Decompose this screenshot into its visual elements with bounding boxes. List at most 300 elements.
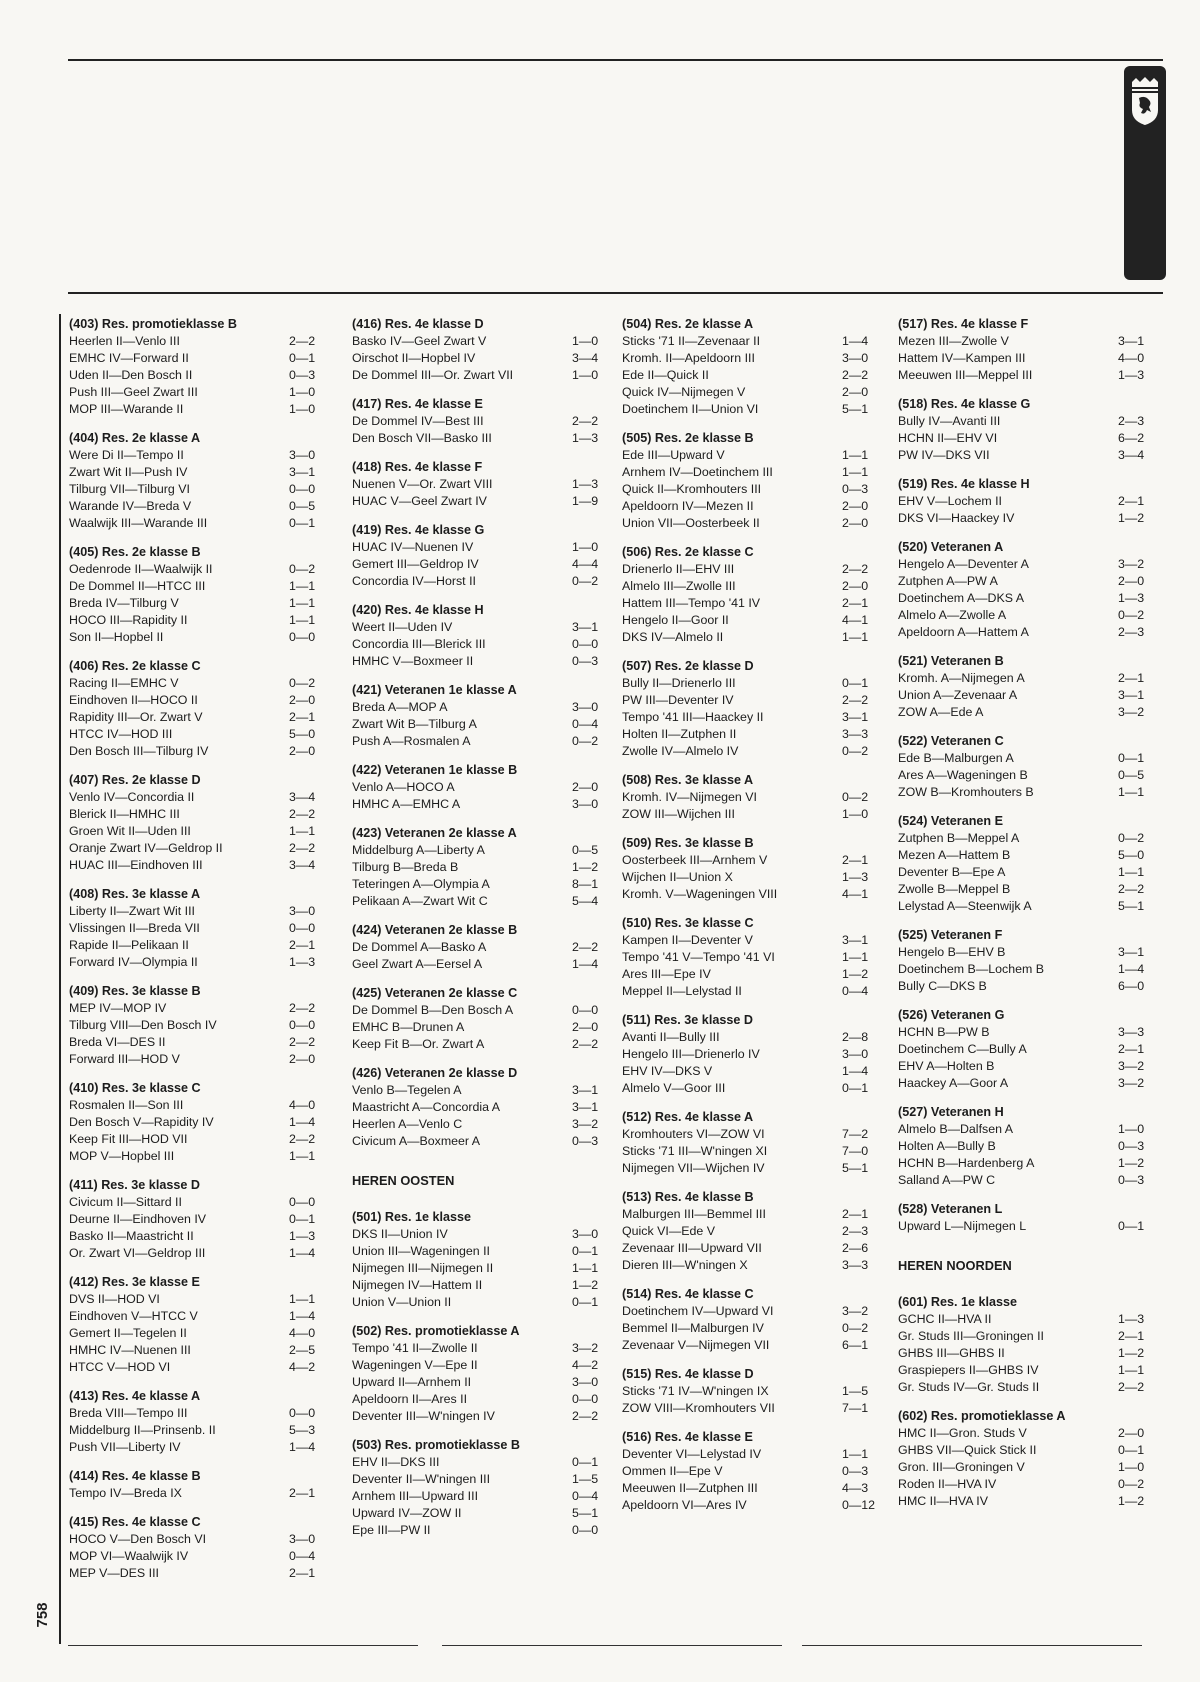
match-row [69, 1422, 323, 1439]
match-teams: Den Bosch III—Tilburg IV [69, 744, 209, 758]
league-section [352, 682, 606, 750]
match-row [69, 498, 323, 515]
match-score: 3—0 [572, 797, 599, 811]
league-section [69, 1468, 323, 1502]
match-teams: Quick VI—Ede V [622, 1224, 715, 1238]
match-teams: EMHC IV—Forward II [69, 351, 189, 365]
league-section [69, 1177, 323, 1262]
match-teams: Doetinchem A—DKS A [898, 591, 1025, 605]
match-score: 0—2 [842, 790, 869, 804]
match-teams: Lelystad A—Steenwijk A [898, 899, 1032, 913]
match-teams: Holten II—Zutphen II [622, 727, 737, 741]
league-section [898, 733, 1152, 801]
match-teams: Ede II—Quick II [622, 368, 709, 382]
match-teams: Oosterbeek III—Arnhem V [622, 853, 768, 867]
match-teams: Oirschot II—Hopbel IV [352, 351, 476, 365]
match-row [69, 789, 323, 806]
match-teams: Doetinchem B—Lochem B [898, 962, 1045, 976]
match-score: 1—0 [1118, 1122, 1145, 1136]
match-teams: Or. Zwart VI—Geldrop III [69, 1246, 206, 1260]
match-teams: Racing II—EMHC V [69, 676, 179, 690]
league-title: (516) Res. 4e klasse E [622, 1430, 753, 1444]
match-row [352, 350, 606, 367]
league-section [622, 1189, 876, 1274]
match-teams: HCHN B—PW B [898, 1025, 990, 1039]
match-score: 1—4 [572, 957, 599, 971]
match-row [898, 447, 1152, 464]
league-title: (420) Res. 4e klasse H [352, 603, 484, 617]
match-score: 0—0 [289, 921, 316, 935]
league-title: (407) Res. 2e klasse D [69, 773, 201, 787]
league-section [69, 544, 323, 646]
match-teams: PW IV—DKS VII [898, 448, 990, 462]
match-score: 3—0 [289, 448, 316, 462]
match-score: 1—2 [1118, 1346, 1145, 1360]
emblem-tab [1124, 66, 1166, 280]
match-row [69, 629, 323, 646]
match-score: 3—0 [572, 1375, 599, 1389]
match-row [69, 1359, 323, 1376]
match-row [898, 1121, 1152, 1138]
match-row [352, 1454, 606, 1471]
bottom-rule [68, 1645, 418, 1646]
match-score: 7—1 [842, 1401, 869, 1415]
match-score: 0—3 [572, 1134, 599, 1148]
match-score: 3—0 [572, 1227, 599, 1241]
match-row [898, 1041, 1152, 1058]
match-score: 7—2 [842, 1127, 869, 1141]
league-title: (422) Veteranen 1e klasse B [352, 763, 518, 777]
match-teams: Hattem III—Tempo '41 IV [622, 596, 761, 610]
league-section [898, 316, 1152, 384]
page-number: 758 [34, 1602, 51, 1628]
match-score: 4—0 [289, 1326, 316, 1340]
match-row [622, 367, 876, 384]
match-score: 4—1 [842, 613, 869, 627]
match-row [69, 333, 323, 350]
match-row [622, 1337, 876, 1354]
match-score: 6—2 [1118, 431, 1145, 445]
match-teams: Malburgen III—Bemmel III [622, 1207, 766, 1221]
match-score: 0—2 [289, 676, 316, 690]
match-teams: ZOW B—Kromhouters B [898, 785, 1034, 799]
match-teams: Groen Wit II—Uden III [69, 824, 191, 838]
match-score: 4—4 [572, 557, 599, 571]
match-row [352, 939, 606, 956]
match-row [622, 1400, 876, 1417]
match-row [898, 830, 1152, 847]
match-score: 4—0 [289, 1098, 316, 1112]
match-row [898, 1075, 1152, 1092]
match-score: 1—2 [572, 860, 599, 874]
match-row [69, 1114, 323, 1131]
match-score: 1—2 [1118, 1494, 1145, 1508]
match-teams: Ares III—Epe IV [622, 967, 711, 981]
match-score: 1—9 [572, 494, 599, 508]
match-teams: HMC II—Gron. Studs V [898, 1426, 1027, 1440]
match-row [622, 515, 876, 532]
match-row [898, 430, 1152, 447]
match-row [352, 573, 606, 590]
league-section [352, 316, 606, 384]
match-row [69, 561, 323, 578]
match-row [898, 1155, 1152, 1172]
match-teams: HMHC IV—Nuenen III [69, 1343, 191, 1357]
match-teams: ZOW VIII—Kromhouters VII [622, 1401, 775, 1415]
match-teams: Bemmel II—Malburgen IV [622, 1321, 764, 1335]
match-score: 1—1 [1118, 785, 1145, 799]
match-row [69, 401, 323, 418]
match-score: 1—2 [842, 967, 869, 981]
match-row [69, 903, 323, 920]
match-row [622, 595, 876, 612]
match-score: 1—1 [289, 1149, 316, 1163]
match-row [352, 333, 606, 350]
league-section [898, 1007, 1152, 1092]
match-row [622, 1160, 876, 1177]
match-row [69, 1097, 323, 1114]
league-section [622, 544, 876, 646]
league-title: (403) Res. promotieklasse B [69, 317, 237, 331]
match-score: 1—0 [289, 385, 316, 399]
match-row [69, 1194, 323, 1211]
match-score: 5—1 [572, 1506, 599, 1520]
match-teams: Push III—Geel Zwart III [69, 385, 198, 399]
match-score: 1—4 [842, 334, 869, 348]
match-score: 0—3 [1118, 1173, 1145, 1187]
match-row [352, 876, 606, 893]
match-teams: Venlo B—Tegelen A [352, 1083, 462, 1097]
match-row [898, 784, 1152, 801]
match-teams: Deurne II—Eindhoven IV [69, 1212, 207, 1226]
match-score: 7—0 [842, 1144, 869, 1158]
league-title: (601) Res. 1e klasse [898, 1295, 1018, 1309]
league-title: (521) Veteranen B [898, 654, 1004, 668]
match-score: 1—1 [289, 1292, 316, 1306]
region-heading: HEREN NOORDEN [898, 1258, 1012, 1273]
match-teams: Middelburg II—Prinsenb. II [69, 1423, 216, 1437]
league-section [69, 772, 323, 874]
league-title: (525) Veteranen F [898, 928, 1003, 942]
match-score: 6—0 [1118, 979, 1145, 993]
match-score: 2—2 [289, 1001, 316, 1015]
match-row [69, 743, 323, 760]
match-teams: Kromh. IV—Nijmegen VI [622, 790, 757, 804]
match-row [69, 726, 323, 743]
match-row [352, 1226, 606, 1243]
match-row [898, 864, 1152, 881]
league-section [352, 459, 606, 510]
match-score: 2—1 [289, 1486, 316, 1500]
match-teams: Wageningen V—Epe II [352, 1358, 478, 1372]
match-row [69, 1565, 323, 1582]
match-row [622, 1480, 876, 1497]
match-teams: Kromh. V—Wageningen VIII [622, 887, 778, 901]
match-teams: Apeldoorn II—Ares II [352, 1392, 468, 1406]
match-teams: Push A—Rosmalen A [352, 734, 471, 748]
match-teams: Nijmegen IV—Hattem II [352, 1278, 483, 1292]
match-score: 2—2 [1118, 1380, 1145, 1394]
league-section [898, 1104, 1152, 1189]
match-row [69, 823, 323, 840]
match-teams: Tilburg B—Breda B [352, 860, 459, 874]
match-teams: HMC II—HVA IV [898, 1494, 988, 1508]
match-score: 1—1 [289, 596, 316, 610]
match-score: 3—2 [842, 1304, 869, 1318]
match-row [352, 699, 606, 716]
match-row [898, 1493, 1152, 1510]
match-row [69, 806, 323, 823]
match-teams: Nijmegen III—Nijmegen II [352, 1261, 494, 1275]
league-section [898, 1294, 1152, 1396]
league-title: (413) Res. 4e klasse A [69, 1389, 201, 1403]
match-row [898, 510, 1152, 527]
match-row [898, 847, 1152, 864]
league-title: (602) Res. promotieklasse A [898, 1409, 1066, 1423]
match-score: 0—1 [289, 351, 316, 365]
match-teams: Zwart Wit II—Push IV [69, 465, 188, 479]
match-row [622, 384, 876, 401]
league-title: (501) Res. 1e klasse [352, 1210, 472, 1224]
match-teams: Hengelo II—Goor II [622, 613, 729, 627]
match-teams: Keep Fit III—HOD VII [69, 1132, 188, 1146]
match-score: 0—3 [842, 1464, 869, 1478]
match-row [69, 1342, 323, 1359]
league-section [352, 762, 606, 813]
league-title: (528) Veteranen L [898, 1202, 1003, 1216]
match-score: 0—3 [842, 482, 869, 496]
match-row [622, 1257, 876, 1274]
match-score: 0—4 [572, 717, 599, 731]
match-teams: Tilburg VII—Tilburg VI [69, 482, 190, 496]
match-score: 2—2 [572, 414, 599, 428]
match-score: 0—2 [842, 744, 869, 758]
match-row [622, 333, 876, 350]
match-row [898, 1138, 1152, 1155]
match-row [622, 869, 876, 886]
match-teams: Concordia IV—Horst II [352, 574, 476, 588]
match-teams: Breda IV—Tilburg V [69, 596, 179, 610]
match-teams: Basko II—Maastricht II [69, 1229, 194, 1243]
league-title: (506) Res. 2e klasse C [622, 545, 754, 559]
match-row [898, 1379, 1152, 1396]
match-row [69, 857, 323, 874]
match-row [69, 515, 323, 532]
league-section [352, 1323, 606, 1425]
match-row [69, 1000, 323, 1017]
match-row [622, 789, 876, 806]
match-teams: Epe III—PW II [352, 1523, 431, 1537]
match-teams: Civicum II—Sittard II [69, 1195, 182, 1209]
match-teams: Civicum A—Boxmeer A [352, 1134, 481, 1148]
match-score: 1—1 [842, 448, 869, 462]
match-row [69, 1148, 323, 1165]
match-row [69, 384, 323, 401]
match-teams: ZOW III—Wijchen III [622, 807, 735, 821]
match-score: 4—0 [1118, 351, 1145, 365]
match-score: 1—3 [1118, 1312, 1145, 1326]
league-title: (514) Res. 4e klasse C [622, 1287, 754, 1301]
match-teams: Zevenaar III—Upward VII [622, 1241, 762, 1255]
match-teams: Eindhoven II—HOCO II [69, 693, 198, 707]
match-score: 0—4 [572, 1489, 599, 1503]
match-teams: Deventer III—W'ningen IV [352, 1409, 495, 1423]
match-row [898, 1328, 1152, 1345]
league-title: (425) Veteranen 2e klasse C [352, 986, 518, 1000]
match-teams: Teteringen A—Olympia A [352, 877, 490, 891]
match-row [69, 937, 323, 954]
match-row [898, 1442, 1152, 1459]
match-row [622, 578, 876, 595]
match-teams: Haackey A—Goor A [898, 1076, 1009, 1090]
match-row [69, 1485, 323, 1502]
match-score: 2—0 [289, 693, 316, 707]
match-teams: Rapide II—Pelikaan II [69, 938, 189, 952]
match-score: 0—4 [842, 984, 869, 998]
match-score: 1—0 [1118, 1460, 1145, 1474]
match-teams: Gemert II—Tegelen II [69, 1326, 187, 1340]
region-heading: HEREN OOSTEN [352, 1173, 455, 1188]
match-score: 1—1 [289, 613, 316, 627]
match-score: 2—0 [842, 385, 869, 399]
league-section [622, 1286, 876, 1354]
match-row [622, 1063, 876, 1080]
match-teams: Union VII—Oosterbeek II [622, 516, 760, 530]
match-teams: Hengelo B—EHV B [898, 945, 1006, 959]
match-score: 0—3 [1118, 1139, 1145, 1153]
column-3 [622, 316, 876, 1526]
league-section [69, 1080, 323, 1165]
match-score: 3—1 [572, 620, 599, 634]
match-score: 0—4 [289, 1549, 316, 1563]
match-row [69, 447, 323, 464]
match-teams: Venlo IV—Concordia II [69, 790, 195, 804]
match-score: 0—2 [1118, 608, 1145, 622]
match-teams: Meppel II—Lelystad II [622, 984, 742, 998]
match-score: 3—0 [289, 904, 316, 918]
match-teams: Graspiepers II—GHBS IV [898, 1363, 1039, 1377]
match-score: 2—0 [842, 516, 869, 530]
match-row [69, 1131, 323, 1148]
match-score: 2—1 [289, 1566, 316, 1580]
match-teams: Son II—Hopbel II [69, 630, 164, 644]
match-row [898, 350, 1152, 367]
match-score: 1—2 [572, 1278, 599, 1292]
league-title: (406) Res. 2e klasse C [69, 659, 201, 673]
match-row [622, 675, 876, 692]
league-title: (408) Res. 3e klasse A [69, 887, 201, 901]
league-section [898, 476, 1152, 527]
match-teams: Quick II—Kromhouters III [622, 482, 762, 496]
match-score: 2—0 [842, 499, 869, 513]
match-score: 1—4 [289, 1115, 316, 1129]
match-score: 3—0 [842, 1047, 869, 1061]
match-score: 2—8 [842, 1030, 869, 1044]
match-teams: HUAC V—Geel Zwart IV [352, 494, 487, 508]
match-teams: Hattem IV—Kampen III [898, 351, 1026, 365]
league-section [352, 522, 606, 590]
league-title: (512) Res. 4e klasse A [622, 1110, 754, 1124]
match-row [622, 612, 876, 629]
match-row [622, 932, 876, 949]
match-score: 1—1 [289, 579, 316, 593]
match-row [69, 1325, 323, 1342]
league-title: (412) Res. 3e klasse E [69, 1275, 200, 1289]
match-teams: Forward IV—Olympia II [69, 955, 198, 969]
league-section [898, 653, 1152, 721]
match-row [69, 578, 323, 595]
match-row [622, 464, 876, 481]
match-row [898, 670, 1152, 687]
match-row [622, 1080, 876, 1097]
match-teams: HOCO III—Rapidity II [69, 613, 188, 627]
match-row [898, 624, 1152, 641]
match-score: 0—1 [289, 1212, 316, 1226]
match-row [622, 561, 876, 578]
match-teams: Ares A—Wageningen B [898, 768, 1028, 782]
match-score: 2—0 [842, 579, 869, 593]
match-score: 0—12 [842, 1498, 876, 1512]
match-score: 0—2 [572, 574, 599, 588]
league-section [622, 772, 876, 823]
match-score: 2—1 [1118, 1329, 1145, 1343]
match-teams: Ede III—Upward V [622, 448, 725, 462]
match-teams: ZOW A—Ede A [898, 705, 984, 719]
league-section [622, 430, 876, 532]
match-score: 0—1 [842, 1081, 869, 1095]
match-teams: Waalwijk III—Warande III [69, 516, 208, 530]
match-row [352, 367, 606, 384]
match-score: 2—2 [289, 807, 316, 821]
match-score: 0—0 [289, 630, 316, 644]
match-score: 1—2 [1118, 1156, 1145, 1170]
league-title: (517) Res. 4e klasse F [898, 317, 1029, 331]
match-teams: Weert II—Uden IV [352, 620, 453, 634]
match-row [352, 733, 606, 750]
match-teams: Breda A—MOP A [352, 700, 448, 714]
match-teams: Deventer II—W'ningen III [352, 1472, 491, 1486]
match-score: 1—0 [842, 807, 869, 821]
league-title: (515) Res. 4e klasse D [622, 1367, 754, 1381]
match-score: 3—3 [1118, 1025, 1145, 1039]
match-row [622, 1320, 876, 1337]
match-score: 1—4 [289, 1440, 316, 1454]
match-row [622, 1126, 876, 1143]
league-section [352, 1437, 606, 1539]
match-score: 3—4 [289, 858, 316, 872]
match-teams: De Dommel II—HTCC III [69, 579, 206, 593]
match-score: 0—0 [289, 1018, 316, 1032]
match-score: 2—3 [1118, 625, 1145, 639]
match-row [622, 1303, 876, 1320]
match-row [898, 1058, 1152, 1075]
match-row [69, 840, 323, 857]
league-title: (421) Veteranen 1e klasse A [352, 683, 517, 697]
match-teams: Breda VIII—Tempo III [69, 1406, 188, 1420]
match-teams: Roden II—HVA IV [898, 1477, 997, 1491]
match-score: 0—2 [1118, 1477, 1145, 1491]
match-row [898, 1311, 1152, 1328]
match-row [352, 859, 606, 876]
match-row [622, 1497, 876, 1514]
column-4 [898, 316, 1152, 1522]
league-section [622, 1429, 876, 1514]
match-row [898, 333, 1152, 350]
match-teams: Doetinchem IV—Upward VI [622, 1304, 774, 1318]
match-teams: Eindhoven V—HTCC V [69, 1309, 198, 1323]
match-teams: Salland A—PW C [898, 1173, 996, 1187]
match-teams: Bully C—DKS B [898, 979, 987, 993]
